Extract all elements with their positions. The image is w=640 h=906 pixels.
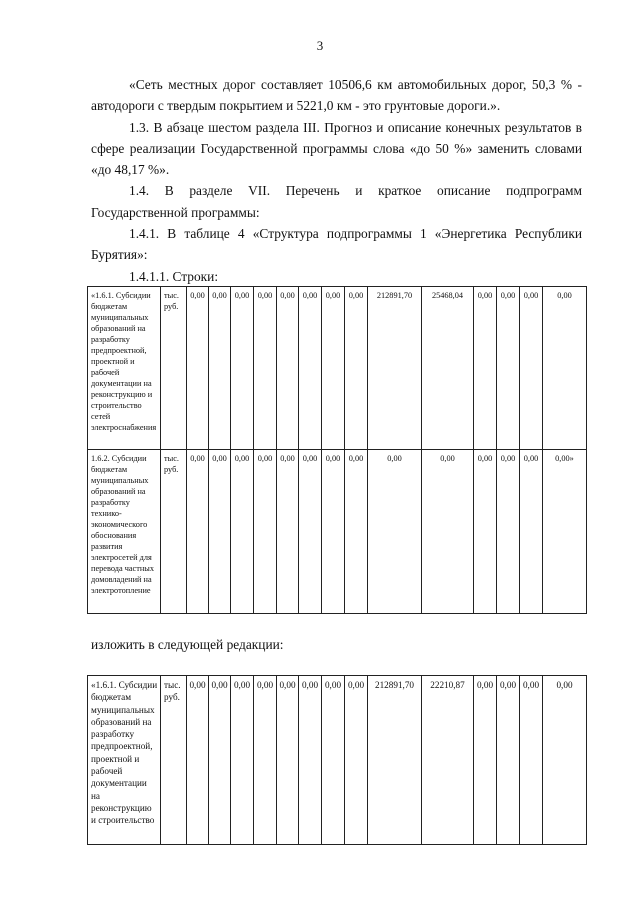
paragraph-1-4-1: 1.4.1. В таблице 4 «Структура подпрограммы 1 «Энергетика Республики Бурятия»: <box>91 226 582 263</box>
row-name-cell: 1.6.2. Субсидии бюджетам муниципальных образований на разработку технико-экономического обоснования развития электросетей для перевода частных домовладений на электротопление <box>88 450 161 614</box>
value-cell: 212891,70 <box>368 287 422 450</box>
value-cell: 0,00 <box>474 676 497 845</box>
value-cell: 0,00 <box>209 287 231 450</box>
value-cell: 0,00 <box>187 287 209 450</box>
value-cell: 22210,87 <box>422 676 474 845</box>
page-number: 3 <box>316 38 324 53</box>
value-cell: 0,00 <box>277 287 299 450</box>
value-cell: 0,00 <box>322 450 345 614</box>
paragraph-1-3: 1.3. В абзаце шестом раздела III. Прогноз и описание конечных результатов в сфере реализации Государственной программы слова «до 50 %» заменить словами «до 48,17 %». <box>91 119 582 178</box>
unit-cell: тыс. руб. <box>161 676 187 845</box>
value-cell: 0,00 <box>299 450 322 614</box>
new-rows-table <box>87 675 587 845</box>
paragraph-1-4-1-1: 1.4.1.1. Строки: <box>129 268 219 284</box>
value-cell: 0,00 <box>520 287 543 450</box>
value-cell: 0,00 <box>231 676 254 845</box>
value-cell: 0,00» <box>543 450 587 614</box>
value-cell: 0,00 <box>187 676 209 845</box>
value-cell: 0,00 <box>520 676 543 845</box>
value-cell: 0,00 <box>254 287 277 450</box>
value-cell: 0,00 <box>368 450 422 614</box>
value-cell: 0,00 <box>209 676 231 845</box>
amendment-phrase: изложить в следующей редакции: <box>91 637 284 652</box>
table-row <box>88 450 587 614</box>
old-rows-table <box>87 286 587 614</box>
value-cell: 0,00 <box>277 450 299 614</box>
value-cell: 0,00 <box>497 676 520 845</box>
value-cell: 0,00 <box>543 676 587 845</box>
value-cell: 0,00 <box>187 450 209 614</box>
value-cell: 0,00 <box>497 287 520 450</box>
paragraph-road-network: «Сеть местных дорог составляет 10506,6 км автомобильных дорог, 50,3 % - автодороги с твердым покрытием и 5221,0 км - это грунтовые дороги.». <box>91 77 582 114</box>
paragraph-1-4: 1.4. В разделе VII. Перечень и краткое описание подпрограмм Государственной программы: <box>91 183 582 220</box>
value-cell: 0,00 <box>322 287 345 450</box>
value-cell: 0,00 <box>474 287 497 450</box>
value-cell: 0,00 <box>277 676 299 845</box>
value-cell: 0,00 <box>345 450 368 614</box>
value-cell: 0,00 <box>497 450 520 614</box>
value-cell: 0,00 <box>299 287 322 450</box>
value-cell: 0,00 <box>254 676 277 845</box>
value-cell: 0,00 <box>422 450 474 614</box>
row-name-cell: «1.6.1. Субсидии бюджетам муниципальных образований на разработку предпроектной, проектной и рабочей документации на реконструкцию и строительство <box>88 676 161 845</box>
unit-cell: тыс. руб. <box>161 450 187 614</box>
value-cell: 0,00 <box>543 287 587 450</box>
value-cell: 212891,70 <box>368 676 422 845</box>
table-row <box>88 676 587 845</box>
row-name-cell: «1.6.1. Субсидии бюджетам муниципальных образований на разработку предпроектной, проектной и рабочей документации на реконструкцию и строительство сетей электроснабжения <box>88 287 161 450</box>
value-cell: 0,00 <box>254 450 277 614</box>
value-cell: 0,00 <box>299 676 322 845</box>
value-cell: 0,00 <box>345 287 368 450</box>
table-row <box>88 287 587 450</box>
document-body <box>91 74 582 287</box>
value-cell: 0,00 <box>474 450 497 614</box>
value-cell: 25468,04 <box>422 287 474 450</box>
unit-cell: тыс. руб. <box>161 287 187 450</box>
value-cell: 0,00 <box>345 676 368 845</box>
value-cell: 0,00 <box>209 450 231 614</box>
value-cell: 0,00 <box>231 450 254 614</box>
value-cell: 0,00 <box>322 676 345 845</box>
value-cell: 0,00 <box>520 450 543 614</box>
value-cell: 0,00 <box>231 287 254 450</box>
